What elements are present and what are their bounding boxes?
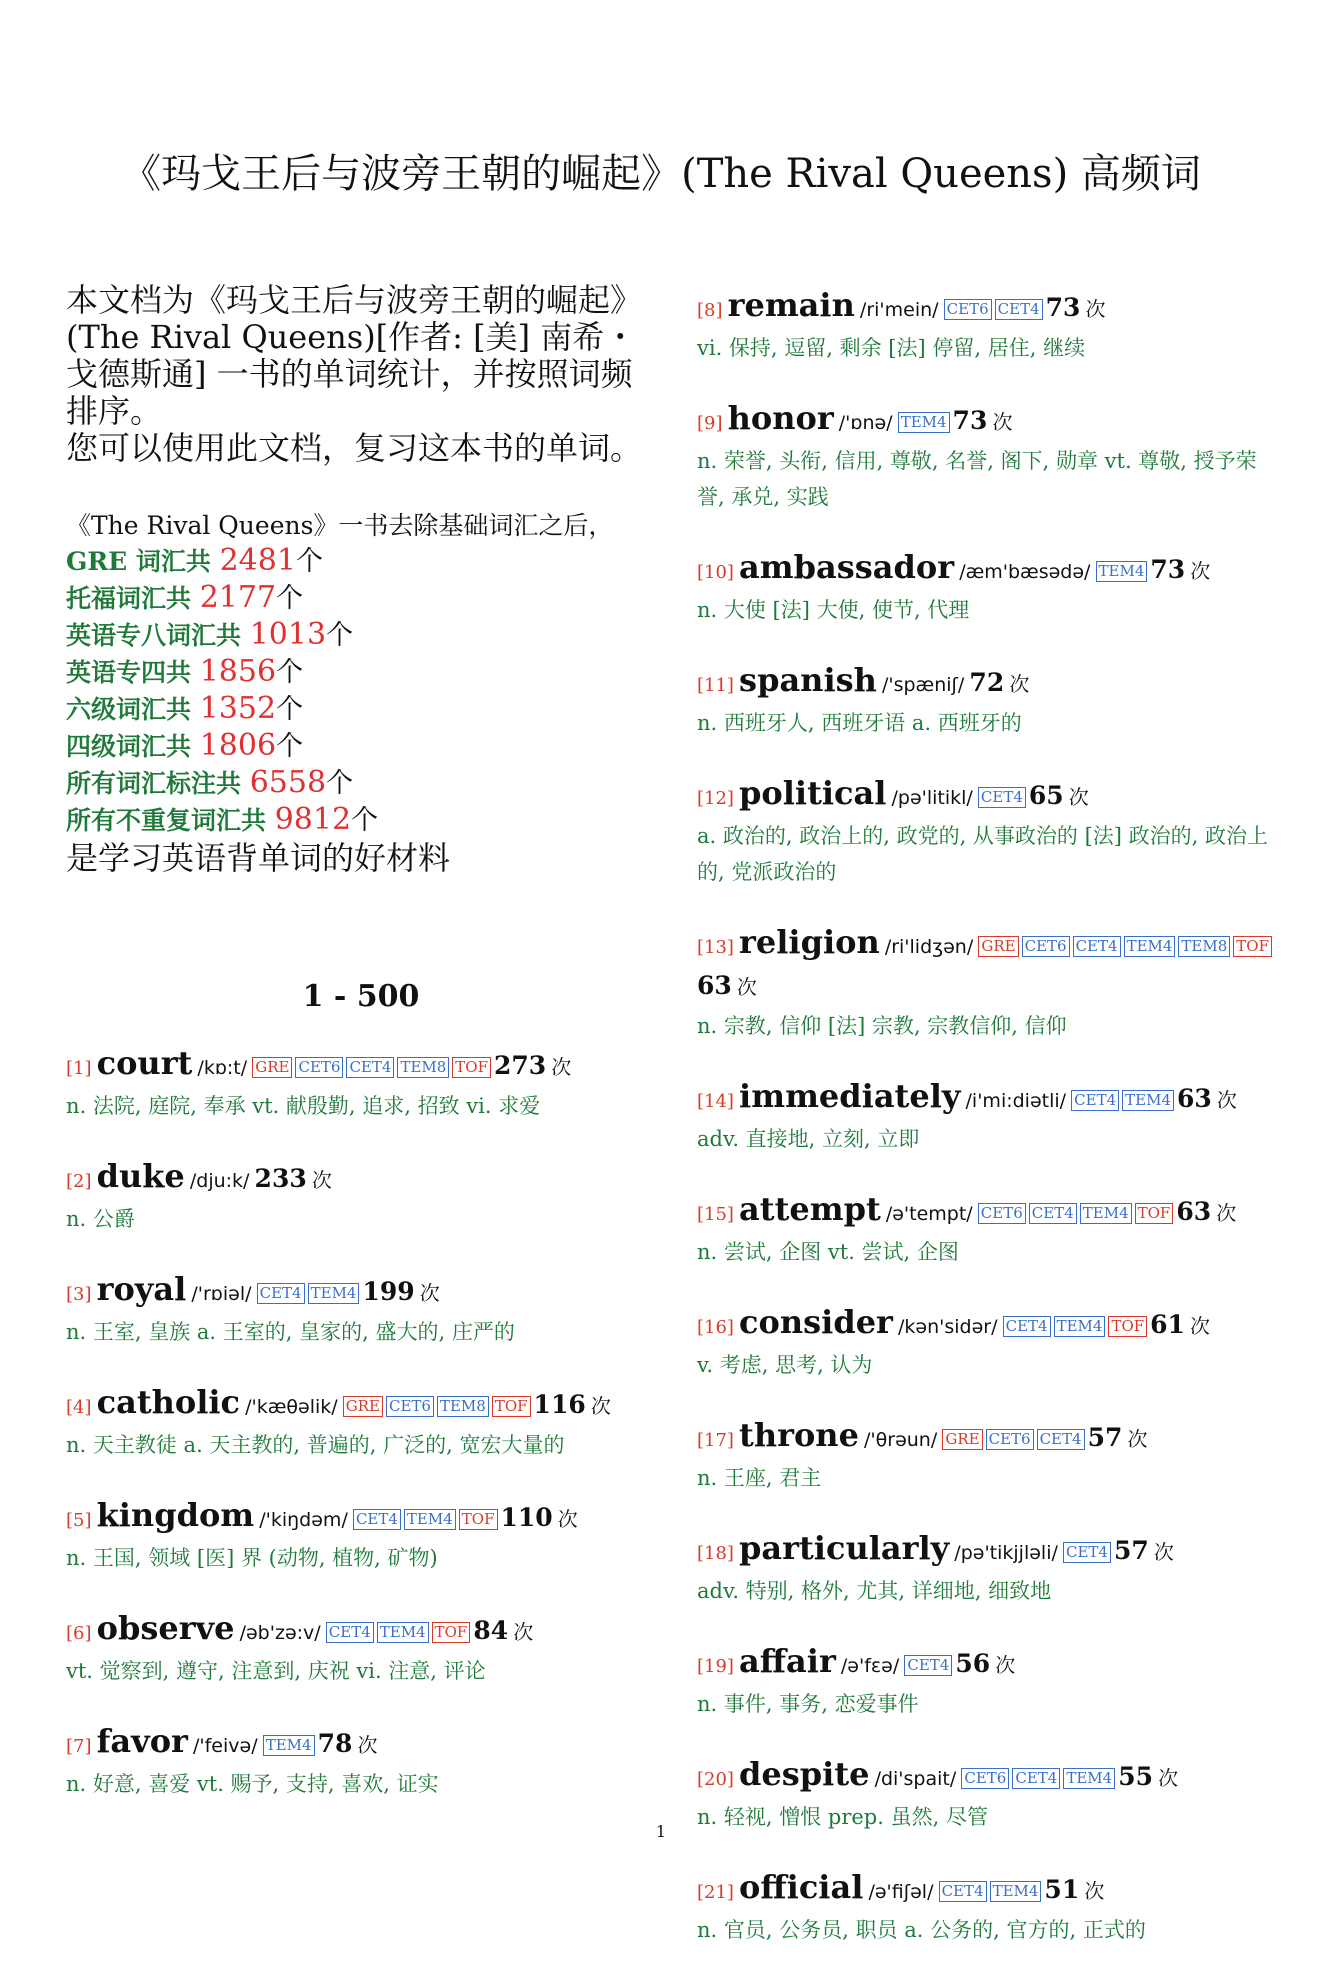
- entry-word: spanish: [739, 661, 877, 699]
- entry-count: 116: [533, 1390, 586, 1419]
- entry-word: remain: [727, 286, 855, 324]
- exam-tag: CET4: [1012, 1768, 1060, 1789]
- word-entry: [697, 1190, 1277, 1270]
- stat-row: [66, 728, 656, 765]
- word-entry: [66, 1496, 656, 1576]
- entry-phonetic: /'spæniʃ/: [881, 674, 965, 696]
- exam-tag: TEM8: [437, 1396, 489, 1417]
- entry-index: [16]: [697, 1317, 734, 1338]
- stat-unit: 个: [276, 583, 304, 614]
- word-entry: [697, 923, 1277, 1044]
- entry-head: [66, 1722, 656, 1766]
- exam-tag: GRE: [978, 936, 1018, 957]
- entry-head: [66, 1157, 656, 1201]
- exam-tag: GRE: [942, 1429, 982, 1450]
- entry-count: 61: [1150, 1310, 1185, 1339]
- word-entry: [66, 1044, 656, 1124]
- stat-unit: 个: [326, 768, 354, 799]
- entry-phonetic: /di'spait/: [874, 1768, 957, 1790]
- entry-definition: n. 轻视, 憎恨 prep. 虽然, 尽管: [697, 1805, 988, 1829]
- vocab-stats: [66, 509, 656, 877]
- exam-tag: TOF: [1108, 1316, 1147, 1337]
- entry-word: consider: [739, 1303, 893, 1341]
- entry-definition: a. 政治的, 政治上的, 政党的, 从事政治的 [法] 政治的, 政治上的, 党派政治的: [697, 824, 1269, 884]
- entry-definition: vi. 保持, 逗留, 剩余 [法] 停留, 居住, 继续: [697, 336, 1086, 360]
- count-suffix: 次: [1216, 1201, 1237, 1225]
- stats-list: [66, 543, 656, 839]
- entry-index: [17]: [697, 1430, 734, 1451]
- exam-tag: CET6: [986, 1429, 1034, 1450]
- entry-index: [20]: [697, 1769, 734, 1790]
- exam-tag: CET4: [257, 1283, 305, 1304]
- count-suffix: 次: [513, 1620, 534, 1644]
- word-entry: [697, 774, 1277, 890]
- entry-count: 73: [952, 406, 988, 435]
- entry-head: [697, 1190, 1277, 1234]
- stat-count: 1352: [199, 691, 277, 726]
- left-column: [66, 282, 656, 1835]
- entry-definition: n. 大使 [法] 大使, 使节, 代理: [697, 598, 970, 622]
- entry-count: 65: [1028, 781, 1064, 810]
- entry-phonetic: /ə'tempt/: [885, 1203, 973, 1225]
- stat-label: 英语专四共: [66, 658, 200, 687]
- exam-tag: TEM4: [990, 1881, 1042, 1902]
- stat-row: [66, 802, 656, 839]
- exam-tag: TEM8: [397, 1057, 449, 1078]
- entry-definition: n. 法院, 庭院, 奉承 vt. 献殷勤, 追求, 招致 vi. 求爱: [66, 1094, 541, 1118]
- exam-tag: CET6: [961, 1768, 1009, 1789]
- stat-row: [66, 543, 656, 580]
- exam-tag: CET6: [386, 1396, 434, 1417]
- right-column: [697, 286, 1277, 1981]
- entry-definition: n. 尝试, 企图 vt. 尝试, 企图: [697, 1240, 959, 1264]
- entry-count: 63: [1177, 1084, 1212, 1113]
- entry-index: [21]: [697, 1882, 734, 1903]
- page-number: 1: [655, 1822, 667, 1841]
- entry-word: ambassador: [739, 548, 955, 586]
- entry-index: [15]: [697, 1204, 734, 1225]
- range-heading: 1 - 500: [302, 979, 420, 1014]
- count-suffix: 次: [1127, 1427, 1148, 1451]
- count-suffix: 次: [992, 410, 1013, 434]
- count-suffix: 次: [1153, 1540, 1174, 1564]
- entry-definition: n. 王室, 皇族 a. 王室的, 皇家的, 盛大的, 庄严的: [66, 1320, 515, 1344]
- entry-index: [1]: [66, 1058, 92, 1079]
- exam-tag: CET4: [1029, 1203, 1077, 1224]
- entry-index: [14]: [697, 1091, 734, 1112]
- exam-tag: TOF: [432, 1622, 471, 1643]
- entry-phonetic: /kɒ:t/: [197, 1057, 248, 1079]
- entry-index: [13]: [697, 937, 734, 958]
- count-suffix: 次: [1190, 559, 1211, 583]
- entry-word: kingdom: [96, 1496, 255, 1534]
- stat-unit: 个: [326, 620, 354, 651]
- entry-definition: n. 天主教徒 a. 天主教的, 普遍的, 广泛的, 宽宏大量的: [66, 1433, 565, 1457]
- entry-phonetic: /i'mi:diətli/: [965, 1090, 1067, 1112]
- entry-index: [5]: [66, 1510, 92, 1531]
- exam-tag: CET4: [346, 1057, 394, 1078]
- exam-tag: CET4: [1071, 1090, 1119, 1111]
- entry-head: [66, 1383, 656, 1427]
- entry-definition: vt. 觉察到, 遵守, 注意到, 庆祝 vi. 注意, 评论: [66, 1659, 486, 1683]
- stat-count: 9812: [274, 802, 352, 837]
- word-entry: [66, 1722, 656, 1802]
- entry-definition: n. 公爵: [66, 1207, 135, 1231]
- entry-definition: v. 考虑, 思考, 认为: [697, 1353, 873, 1377]
- entry-definition: n. 宗教, 信仰 [法] 宗教, 宗教信仰, 信仰: [697, 1014, 1067, 1038]
- count-suffix: 次: [1084, 1879, 1105, 1903]
- entry-definition: n. 王国, 领域 [医] 界 (动物, 植物, 矿物): [66, 1546, 438, 1570]
- exam-tag: CET6: [1022, 936, 1070, 957]
- entry-word: royal: [96, 1270, 187, 1308]
- entry-count: 110: [500, 1503, 553, 1532]
- stat-row: [66, 617, 656, 654]
- entry-word: affair: [739, 1642, 836, 1680]
- exam-tag: TEM4: [898, 412, 950, 433]
- stat-unit: 个: [295, 546, 323, 577]
- entry-count: 73: [1045, 293, 1081, 322]
- entry-definition: n. 西班牙人, 西班牙语 a. 西班牙的: [697, 711, 1022, 735]
- entry-head: [66, 1270, 656, 1314]
- entry-head: [697, 923, 1277, 1008]
- entry-phonetic: /əb'zə:v/: [239, 1622, 321, 1644]
- exam-tag: TEM4: [1080, 1203, 1132, 1224]
- stat-count: 1013: [249, 617, 327, 652]
- entry-word: favor: [96, 1722, 188, 1760]
- entry-word: official: [739, 1868, 864, 1906]
- entry-index: [3]: [66, 1284, 92, 1305]
- word-entry: [697, 399, 1277, 515]
- word-entry: [66, 1609, 656, 1689]
- exam-tag: TEM8: [1178, 936, 1230, 957]
- stat-count: 2481: [219, 543, 296, 578]
- word-entry: [697, 1077, 1277, 1157]
- entry-definition: n. 事件, 事务, 恋爱事件: [697, 1692, 919, 1716]
- count-suffix: 次: [419, 1281, 440, 1305]
- entry-phonetic: /ri'mein/: [859, 299, 939, 321]
- entry-word: attempt: [739, 1190, 881, 1228]
- count-suffix: 次: [995, 1653, 1016, 1677]
- entry-count: 233: [254, 1164, 307, 1193]
- entry-count: 63: [1176, 1197, 1212, 1226]
- stat-count: 1806: [199, 728, 277, 763]
- entry-phonetic: /dju:k/: [189, 1170, 250, 1192]
- entry-word: political: [739, 774, 887, 812]
- entry-count: 57: [1113, 1536, 1149, 1565]
- entry-definition: n. 好意, 喜爱 vt. 赐予, 支持, 喜欢, 证实: [66, 1772, 439, 1796]
- exam-tag: TEM4: [377, 1622, 429, 1643]
- entry-phonetic: /ə'fiʃəl/: [868, 1881, 934, 1903]
- exam-tag: CET4: [939, 1881, 987, 1902]
- entry-count: 72: [969, 668, 1005, 697]
- exam-tag: GRE: [343, 1396, 383, 1417]
- exam-tag: CET4: [995, 299, 1043, 320]
- stat-label: 四级词汇共: [66, 732, 200, 761]
- exam-tag: CET6: [978, 1203, 1026, 1224]
- entry-phonetic: /'feivə/: [192, 1735, 258, 1757]
- exam-tag: TOF: [1233, 936, 1272, 957]
- entry-count: 63: [697, 971, 732, 1000]
- exam-tag: CET4: [353, 1509, 401, 1530]
- entry-word: despite: [739, 1755, 870, 1793]
- intro-line-2: 您可以使用此文档，复习这本书的单词。: [66, 429, 643, 467]
- entry-head: [697, 1642, 1277, 1686]
- entry-index: [7]: [66, 1736, 92, 1757]
- entry-count: 273: [494, 1051, 547, 1080]
- word-entry: [66, 1270, 656, 1350]
- count-suffix: 次: [590, 1394, 611, 1418]
- count-suffix: 次: [736, 975, 757, 999]
- entry-phonetic: /'rɒiəl/: [191, 1283, 252, 1305]
- stat-row: [66, 691, 656, 728]
- word-entry: [697, 1642, 1277, 1722]
- exam-tag: CET4: [1037, 1429, 1085, 1450]
- intro-paragraph: [66, 282, 656, 467]
- entry-word: catholic: [96, 1383, 240, 1421]
- count-suffix: 次: [1009, 672, 1030, 696]
- exam-tag: TEM4: [1124, 936, 1176, 957]
- stat-unit: 个: [276, 694, 304, 725]
- exam-tag: CET6: [295, 1057, 343, 1078]
- count-suffix: 次: [557, 1507, 578, 1531]
- entry-phonetic: /'kæθəlik/: [245, 1396, 338, 1418]
- count-suffix: 次: [551, 1055, 572, 1079]
- entry-index: [9]: [697, 413, 723, 434]
- stat-label: GRE 词汇共: [66, 547, 220, 576]
- entry-phonetic: /'ɒnə/: [838, 412, 893, 434]
- entry-phonetic: /pə'litikl/: [891, 787, 973, 809]
- entry-index: [11]: [697, 675, 734, 696]
- entry-definition: n. 荣誉, 头衔, 信用, 尊敬, 名誉, 阁下, 勋章 vt. 尊敬, 授予荣誉, 承兑, 实践: [697, 449, 1257, 509]
- entry-count: 199: [362, 1277, 415, 1306]
- stats-intro: 《The Rival Queens》一书去除基础词汇之后，: [66, 511, 614, 540]
- stat-count: 2177: [199, 580, 277, 615]
- exam-tag: TOF: [492, 1396, 531, 1417]
- entry-count: 78: [317, 1729, 353, 1758]
- entry-head: [697, 1077, 1277, 1121]
- word-entry: [697, 1868, 1277, 1948]
- exam-tag: TEM4: [404, 1509, 456, 1530]
- stat-row: [66, 580, 656, 617]
- word-entry: [697, 548, 1277, 628]
- exam-tag: TEM4: [1054, 1316, 1106, 1337]
- stat-label: 六级词汇共: [66, 695, 200, 724]
- stat-unit: 个: [351, 805, 379, 836]
- stat-unit: 个: [276, 657, 304, 688]
- word-list-left: [66, 1044, 656, 1802]
- stat-label: 所有不重复词汇共: [66, 806, 275, 835]
- entry-index: [2]: [66, 1171, 92, 1192]
- entry-phonetic: /ri'lidʒən/: [884, 936, 974, 958]
- entry-word: immediately: [739, 1077, 961, 1115]
- entry-head: [697, 661, 1277, 705]
- entry-count: 55: [1118, 1762, 1153, 1791]
- entry-count: 84: [473, 1616, 509, 1645]
- count-suffix: 次: [1216, 1088, 1237, 1112]
- exam-tag: CET4: [1073, 936, 1121, 957]
- count-suffix: 次: [1085, 297, 1106, 321]
- entry-head: [66, 1496, 656, 1540]
- entry-head: [697, 1303, 1277, 1347]
- exam-tag: TOF: [452, 1057, 491, 1078]
- stat-label: 托福词汇共: [66, 584, 200, 613]
- entry-head: [697, 1416, 1277, 1460]
- word-entry: [697, 1416, 1277, 1496]
- entry-definition: n. 王座, 君主: [697, 1466, 822, 1490]
- count-suffix: 次: [1158, 1766, 1179, 1790]
- entry-head: [697, 548, 1277, 592]
- stat-label: 英语专八词汇共: [66, 621, 250, 650]
- entry-head: [697, 1529, 1277, 1573]
- entry-head: [697, 774, 1277, 818]
- entry-index: [4]: [66, 1397, 92, 1418]
- word-entry: [66, 1157, 656, 1237]
- exam-tag: CET4: [326, 1622, 374, 1643]
- entry-phonetic: /kən'sidər/: [898, 1316, 998, 1338]
- entry-word: honor: [727, 399, 834, 437]
- exam-tag: CET4: [904, 1655, 952, 1676]
- entry-word: particularly: [739, 1529, 950, 1567]
- entry-definition: adv. 直接地, 立刻, 立即: [697, 1127, 920, 1151]
- page-title: 《玛戈王后与波旁王朝的崛起》(The Rival Queens) 高频词: [121, 151, 1201, 197]
- entry-definition: n. 官员, 公务员, 职员 a. 公务的, 官方的, 正式的: [697, 1918, 1146, 1942]
- stat-unit: 个: [276, 731, 304, 762]
- entry-head: [697, 1868, 1277, 1912]
- exam-tag: TEM4: [1063, 1768, 1115, 1789]
- entry-index: [6]: [66, 1623, 92, 1644]
- entry-phonetic: /'θrəun/: [864, 1429, 938, 1451]
- entry-head: [697, 286, 1277, 330]
- entry-index: [8]: [697, 300, 723, 321]
- entry-index: [19]: [697, 1656, 734, 1677]
- entry-count: 73: [1150, 555, 1186, 584]
- word-entry: [697, 1303, 1277, 1383]
- word-entry: [66, 1383, 656, 1463]
- exam-tag: CET4: [978, 787, 1026, 808]
- entry-word: duke: [96, 1157, 185, 1195]
- stats-tail: 是学习英语背单词的好材料: [66, 839, 451, 877]
- entry-word: observe: [96, 1609, 235, 1647]
- entry-phonetic: /æm'bæsədə/: [959, 561, 1091, 583]
- entry-head: [66, 1609, 656, 1653]
- entry-word: court: [96, 1044, 193, 1082]
- count-suffix: 次: [357, 1733, 378, 1757]
- entry-phonetic: /pə'tikjjləli/: [954, 1542, 1058, 1564]
- exam-tag: CET6: [944, 299, 992, 320]
- exam-tag: CET4: [1063, 1542, 1111, 1563]
- stat-count: 6558: [249, 765, 327, 800]
- word-entry: [697, 1529, 1277, 1609]
- entry-count: 56: [955, 1649, 991, 1678]
- entry-head: [697, 399, 1277, 443]
- entry-phonetic: /ə'fɛə/: [840, 1655, 900, 1677]
- word-entry: [697, 286, 1277, 366]
- count-suffix: 次: [1190, 1314, 1211, 1338]
- exam-tag: CET4: [1003, 1316, 1051, 1337]
- stat-row: [66, 765, 656, 802]
- exam-tag: TEM4: [263, 1735, 315, 1756]
- entry-phonetic: /'kiŋdəm/: [259, 1509, 348, 1531]
- entry-word: religion: [739, 923, 880, 961]
- entry-head: [697, 1755, 1277, 1799]
- count-suffix: 次: [1068, 785, 1089, 809]
- exam-tag: TEM4: [1096, 561, 1148, 582]
- stat-row: [66, 654, 656, 691]
- intro-line-1: 本文档为《玛戈王后与波旁王朝的崛起》(The Rival Queens)[作者: [美] 南希・戈德斯通] 一书的单词统计，并按照词频排序。: [66, 281, 643, 430]
- word-list-right: [697, 286, 1277, 1948]
- entry-head: [66, 1044, 656, 1088]
- entry-definition: adv. 特别, 格外, 尤其, 详细地, 细致地: [697, 1579, 1052, 1603]
- exam-tag: TEM4: [1122, 1090, 1174, 1111]
- entry-count: 57: [1087, 1423, 1123, 1452]
- stat-count: 1856: [199, 654, 277, 689]
- entry-index: [10]: [697, 562, 734, 583]
- entry-index: [12]: [697, 788, 734, 809]
- exam-tag: TOF: [459, 1509, 498, 1530]
- entry-count: 51: [1044, 1875, 1080, 1904]
- entry-word: throne: [739, 1416, 859, 1454]
- exam-tag: TOF: [1135, 1203, 1174, 1224]
- stat-label: 所有词汇标注共: [66, 769, 250, 798]
- exam-tag: TEM4: [308, 1283, 360, 1304]
- entry-index: [18]: [697, 1543, 734, 1564]
- count-suffix: 次: [311, 1168, 332, 1192]
- exam-tag: GRE: [252, 1057, 292, 1078]
- word-entry: [697, 661, 1277, 741]
